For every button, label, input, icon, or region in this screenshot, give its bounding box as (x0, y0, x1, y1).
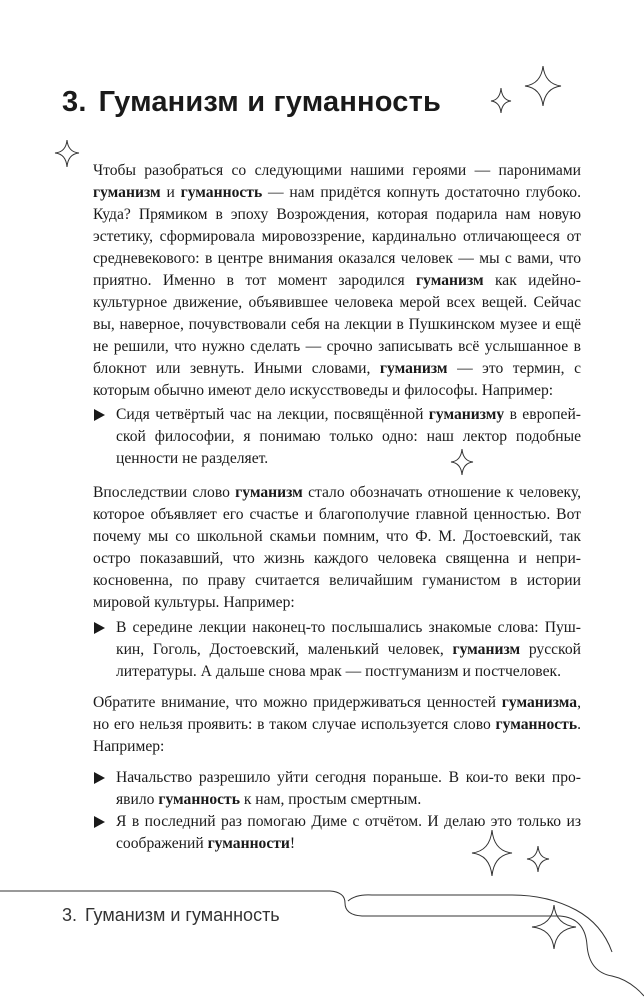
page-title (62, 86, 441, 119)
bold-term: гуманность (180, 184, 263, 201)
text-run: русской литературы. А дальше снова мрак — постгуманизм и постчеловек. (116, 641, 581, 680)
text-run: Я в последний раз помогаю Диме с отчётом. И делаю это только из соображений (116, 813, 581, 852)
bold-term: гуманизм (93, 184, 161, 201)
triangle-bullet-icon (93, 622, 105, 634)
text-run: Сидя четвёртый час на лекции, посвящённой (116, 406, 429, 423)
running-footer (62, 905, 280, 926)
text-run: к нам, простым смертным. (239, 791, 422, 808)
footer-chapter-title: Гуманизм и гуманность (85, 905, 280, 925)
chapter-number: 3. (62, 86, 87, 118)
chapter-title: Гуманизм и гуманность (98, 86, 442, 118)
sparkle-icon (491, 88, 511, 113)
text-run: Обратите внимание, что можно придерживаться ценностей (93, 694, 502, 711)
footer-chapter-number: 3. (62, 905, 78, 925)
example-list (93, 404, 581, 470)
text-run: и (160, 184, 181, 201)
bold-term: гуманность (495, 716, 578, 733)
example-list (93, 767, 581, 855)
paragraph (93, 160, 581, 402)
bold-term: гуманизм (235, 484, 303, 501)
text-run: , но его нельзя проявить: в таком случае используется слово (93, 694, 581, 733)
sparkle-icon (525, 66, 561, 106)
text-run: Чтобы разобраться со следующими нашими героями — паронимами (93, 162, 581, 179)
bold-term: гуманности (207, 835, 290, 852)
paragraph (93, 692, 581, 758)
triangle-bullet-icon (93, 409, 105, 421)
bold-term: гуманизму (428, 406, 505, 423)
bold-term: гуманизм (416, 272, 484, 289)
paragraph (93, 482, 581, 614)
text-run: стало обозначать отношение к человеку, которое объявляет его счастье и благополучие главной ценностью. Вот почему мы со школьной скамьи помним, что Ф. М. Достоевский, так остро показавший, что жизнь каждого человека священна и неприкосновенна, по праву считается величайшим гуманистом в истории мировой культуры. Например: (93, 484, 581, 611)
text-run: в европейской философии, я понимаю только одно: наш лектор подобные ценности не разделяет. (116, 406, 581, 467)
triangle-bullet-icon (93, 772, 105, 784)
triangle-bullet-icon (93, 816, 105, 828)
example-item (93, 811, 581, 855)
text-run: ! (289, 835, 296, 852)
example-list (93, 617, 581, 683)
text-run: . Например: (93, 716, 581, 755)
example-item (93, 767, 581, 811)
sparkle-icon (532, 905, 576, 949)
text-run: Начальство разрешило уйти сегодня пораньше. В кои-то веки проявило (116, 769, 581, 808)
text-run: — это термин, с которым обычно имеют дело искусствоведы и философы. Например: (93, 360, 581, 399)
bold-term: гуманность (158, 791, 240, 808)
text-run: как идейно-культурное движение, объявившее человека мерой всех вещей. Сейчас вы, наверное, почувствовали себя на лекции в Пушкинском музее и ещё не решили, что нужно сделать — срочно записывать всё услышанное в блокнот или зевнуть. Иными словами, (93, 272, 581, 377)
text-run: — нам придётся копнуть достаточно глубоко. Куда? Прямиком в эпоху Возрождения, которая подарила нам новую эстетику, сформировала мировоззрение, кардинально отличающееся от средневекового: в центре внимания оказался человек — мы с вами, что приятно. Именно в тот момент зародился (93, 184, 581, 289)
example-item (93, 617, 581, 683)
footer-swoosh (348, 895, 612, 952)
bold-term: гуманизм (379, 360, 448, 377)
example-item (93, 404, 581, 470)
text-run: В середине лекции наконец-то послышались знакомые слова: Пушкин, Гоголь, Достоевский, маленький человек, (116, 619, 581, 658)
bold-term: гуманизм (452, 641, 521, 658)
text-run: Впоследствии слово (93, 484, 236, 501)
bold-term: гуманизма (501, 694, 578, 711)
sparkle-icon (55, 140, 79, 167)
